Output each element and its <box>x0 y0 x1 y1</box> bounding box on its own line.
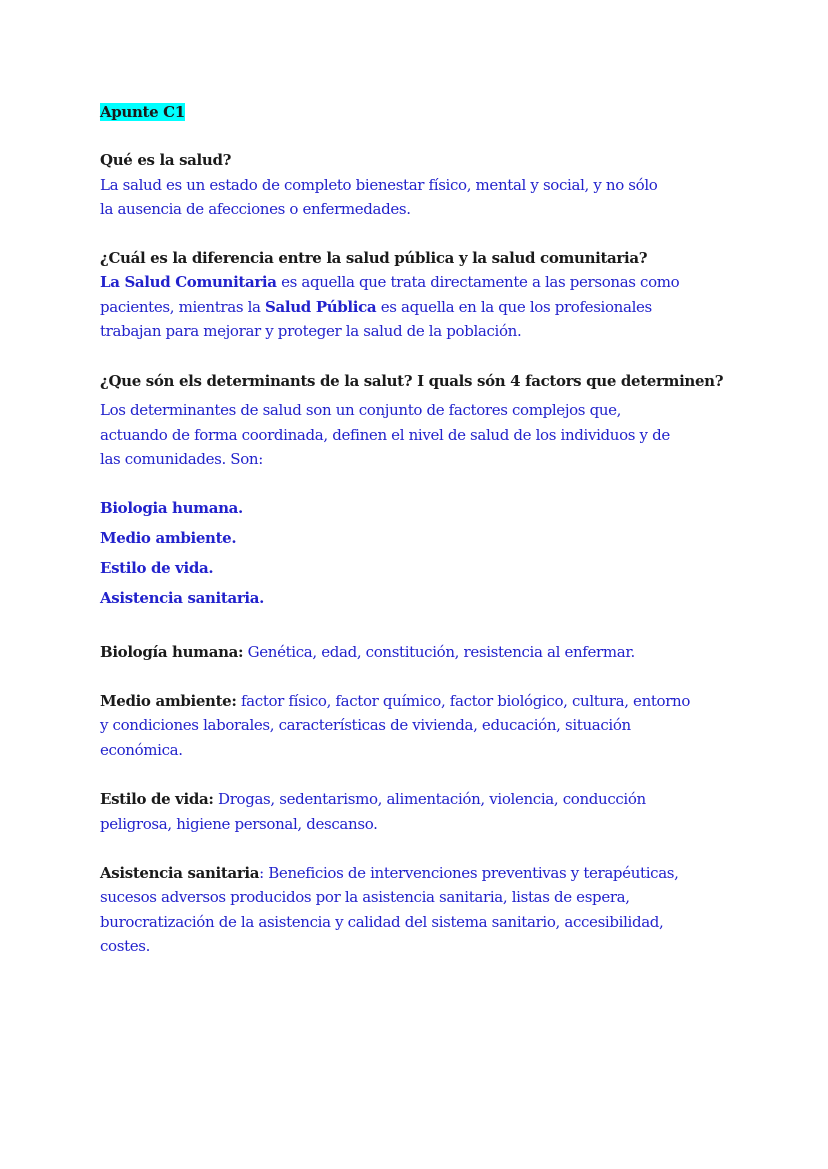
detail-medio-line: y condiciones laborales, características de vivienda, educación, situación <box>100 716 631 734</box>
answer-3-line: actuando de forma coordinada, definen el nivel de salud de los individuos y de <box>100 426 670 444</box>
answer-2-line: trabajan para mejorar y proteger la salud de la población. <box>100 322 522 340</box>
answer-2-line: La Salud Comunitaria es aquella que trata directamente a las personas como <box>100 273 680 291</box>
answer-3-line: Los determinantes de salud son un conjunto de factores complejos que, <box>100 401 622 419</box>
answer-1-line: la ausencia de afecciones o enfermedades. <box>100 200 411 218</box>
detail-asistencia-line: costes. <box>100 937 151 955</box>
detail-medio: Medio ambiente: factor físico, factor químico, factor biológico, cultura, entorno <box>100 692 691 710</box>
answer-1-line: La salud es un estado de completo bienestar físico, mental y social, y no sólo <box>100 176 658 194</box>
question-1: Qué es la salud? <box>100 151 232 169</box>
factor-item: Biologia humana. <box>100 499 243 517</box>
question-3: ¿Que són els determinants de la salut? I quals són 4 factors que determinen? <box>100 372 724 390</box>
factor-item: Asistencia sanitaria. <box>100 589 264 607</box>
answer-2-line: pacientes, mientras la Salud Pública es aquella en la que los profesionales <box>100 298 652 316</box>
detail-estilo: Estilo de vida: Drogas, sedentarismo, alimentación, violencia, conducción <box>100 790 646 808</box>
answer-3-line: las comunidades. Son: <box>100 450 263 468</box>
detail-asistencia-line: burocratización de la asistencia y calidad del sistema sanitario, accesibilidad, <box>100 913 664 931</box>
detail-medio-line: económica. <box>100 741 183 759</box>
detail-biologia: Biología humana: Genética, edad, constitución, resistencia al enfermar. <box>100 643 635 661</box>
question-2: ¿Cuál es la diferencia entre la salud pública y la salud comunitaria? <box>100 249 648 267</box>
factor-item: Estilo de vida. <box>100 559 214 577</box>
detail-asistencia-line: sucesos adversos producidos por la asistencia sanitaria, listas de espera, <box>100 888 630 906</box>
detail-asistencia: Asistencia sanitaria: Beneficios de intervenciones preventivas y terapéuticas, <box>100 864 679 882</box>
document-title: Apunte C1 <box>100 103 185 121</box>
detail-estilo-line: peligrosa, higiene personal, descanso. <box>100 815 378 833</box>
factor-item: Medio ambiente. <box>100 529 237 547</box>
